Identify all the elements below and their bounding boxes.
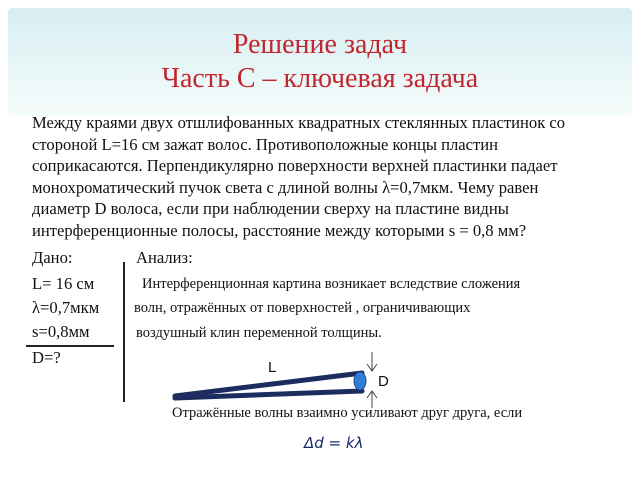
given-wavelength: λ=0,7мкм [32, 298, 100, 317]
problem-line-6: интерференционные полосы, расстояние между которыми s = 0,8 мм? [32, 220, 527, 240]
problem-line-3: соприкасаются. Перпендикулярно поверхности верхней пластинки падает [32, 156, 558, 175]
analysis-line-2: волн, отражённых от поверхностей , ограничивающих [134, 300, 471, 316]
problem-line-5: диаметр D волоса, если при наблюдении сверху на пластине видны [32, 199, 509, 218]
hair-cross-section [354, 372, 366, 390]
analysis-line-4: Отражённые волны взаимно усиливают друг друга, если [172, 405, 523, 421]
title-line-2: Часть С – ключевая задача [161, 63, 479, 94]
analysis-line-1: Интерференционная картина возникает вследствие сложения [142, 276, 521, 292]
problem-line-1: Между краями двух отшлифованных квадратных стеклянных пластинок со [32, 113, 566, 132]
label-l: L [268, 359, 277, 376]
problem-line-2: стороной L=16 см зажат волос. Противоположные концы пластин [32, 134, 499, 154]
interference-formula: Δd = kλ [304, 434, 364, 452]
label-d: D [378, 373, 389, 390]
problem-line-4: монохроматический пучок света с длиной волны λ=0,7мкм. Чему равен [32, 177, 539, 197]
given-unknown: D=? [32, 348, 61, 367]
given-label: Дано: [32, 248, 73, 267]
given-length: L= 16 см [32, 274, 95, 293]
analysis-line-3: воздушный клин переменной толщины. [136, 325, 382, 341]
title-line-1: Решение задач [232, 29, 408, 60]
analysis-label: Анализ: [136, 248, 193, 267]
given-spacing: s=0,8мм [32, 322, 90, 341]
